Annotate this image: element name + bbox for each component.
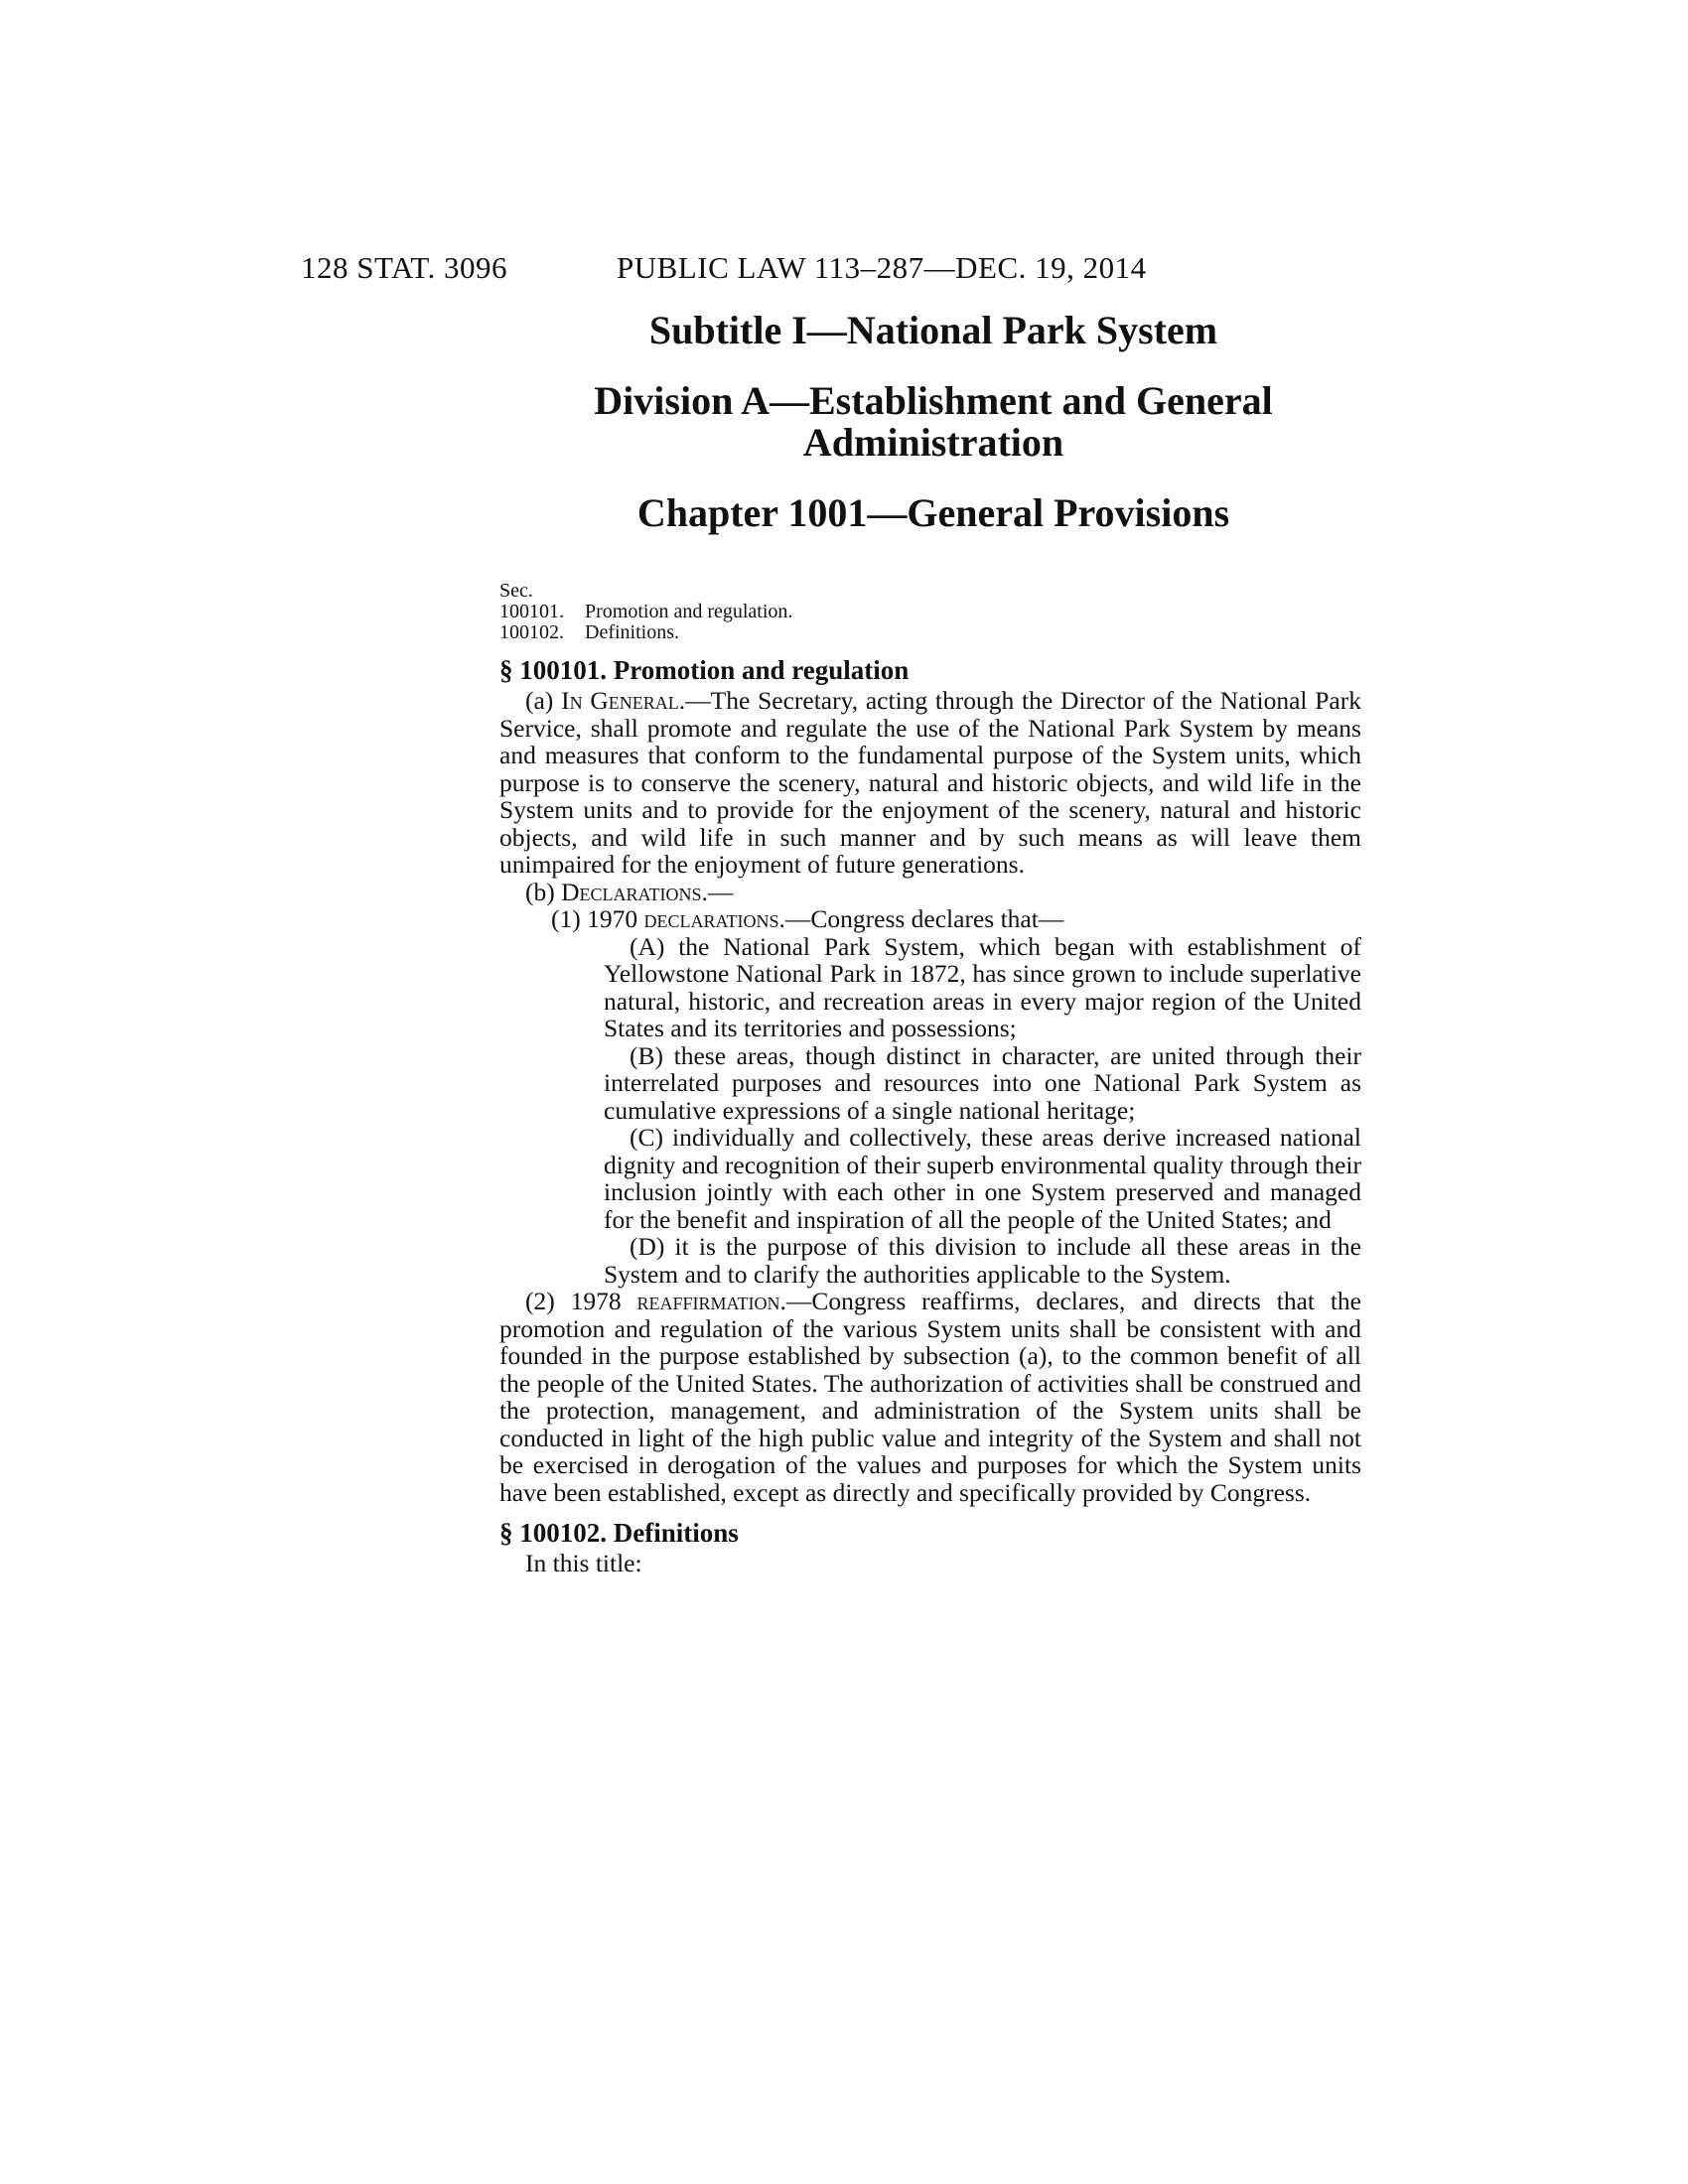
paragraph-1-heading: declarations.: [643, 904, 785, 933]
subparagraph-d: (D) it is the purpose of this division to include all these areas in the System and to clarify the authorities applicable to the System.: [604, 1232, 1361, 1289]
subsection-b-dash: —: [707, 877, 734, 906]
section-table-of-contents: [499, 581, 1361, 643]
paragraph-2: [499, 1288, 1361, 1506]
subtitle-heading: Subtitle I—National Park System: [648, 308, 1218, 352]
section-100101-heading: § 100101. Promotion and regulation: [499, 655, 910, 685]
subparagraph-b: (B) these areas, though distinct in character, are united through their interrelated purposes and resources into one National Park System as cumulative expressions of a single national heritage;: [604, 1040, 1361, 1125]
chapter-heading: Chapter 1001—General Provisions: [636, 490, 1230, 535]
section-100102-heading: § 100102. Definitions: [499, 1518, 739, 1548]
division-heading: Division A—Establishment and General Administration: [594, 378, 1273, 465]
body-column: [499, 581, 1361, 1577]
toc-label: Sec.: [499, 580, 533, 602]
subparagraph-c: (C) individually and collectively, these areas derive increased national dignity and recognition of their superb environmental quality through their inclusion jointly with each other in one System preserved and managed for the benefit and inspiration of all the people of the United States; and: [604, 1123, 1361, 1234]
subsection-b: [499, 879, 1361, 906]
paragraph-1: [499, 905, 1361, 933]
toc-item-title: Definitions.: [585, 621, 679, 643]
public-law-citation: PUBLIC LAW 113–287—DEC. 19, 2014: [617, 250, 1147, 285]
running-head: [301, 250, 1373, 290]
heading-block: [496, 310, 1370, 534]
toc-item: [499, 602, 1361, 622]
subparagraph-a: (A) the National Park System, which began with establishment of Yellowstone National Park in 1872, has since grown to include superlative natural, historic, and recreation areas in every major region of the United States and its territories and possessions;: [604, 931, 1361, 1042]
toc-item-number: 100102.: [499, 621, 564, 643]
paragraph-1-text: —Congress declares that—: [784, 904, 1064, 933]
paragraph-2-text: —Congress reaffirms, declares, and directs that the promotion and regulation of the various System units shall be consistent with and founded in the purpose established by subsection (a), to the common benefit of all the people of the United States. The authorization of activities shall be construed and the protection, management, and administration of the System units shall be conducted in light of the high public value and integrity of the System and shall not be exercised in derogation of the values and purposes for which the System units have been established, except as directly and specifically provided by Congress.: [499, 1287, 1361, 1507]
subsection-b-designation: (b): [525, 877, 555, 906]
paragraph-1-designation: (1) 1970: [551, 904, 638, 933]
subsection-b-heading: Declarations.: [561, 877, 708, 906]
statute-citation: 128 STAT. 3096: [301, 250, 508, 285]
paragraph-2-designation: (2) 1978: [525, 1287, 622, 1315]
subsection-a: [499, 687, 1361, 879]
paragraph-2-heading: reaffirmation.: [636, 1287, 786, 1315]
subsection-a-designation: (a): [525, 686, 554, 715]
subsection-a-heading: In General.: [561, 686, 686, 715]
toc-item-title: Promotion and regulation.: [585, 601, 793, 622]
toc-item-number: 100101.: [499, 601, 564, 622]
definitions-intro: In this title:: [525, 1549, 642, 1577]
subsection-a-text: —The Secretary, acting through the Director of the National Park Service, shall promote and regulate the use of the National Park System by means and measures that conform to the fundamental purpose of the System units, which purpose is to conserve the scenery, natural and historic objects, and wild life in the System units and to provide for the enjoyment of the scenery, natural and historic objects, and wild life in such manner and by such means as will leave them unimpaired for the enjoyment of future generations.: [499, 686, 1361, 879]
toc-item: [499, 622, 1361, 643]
